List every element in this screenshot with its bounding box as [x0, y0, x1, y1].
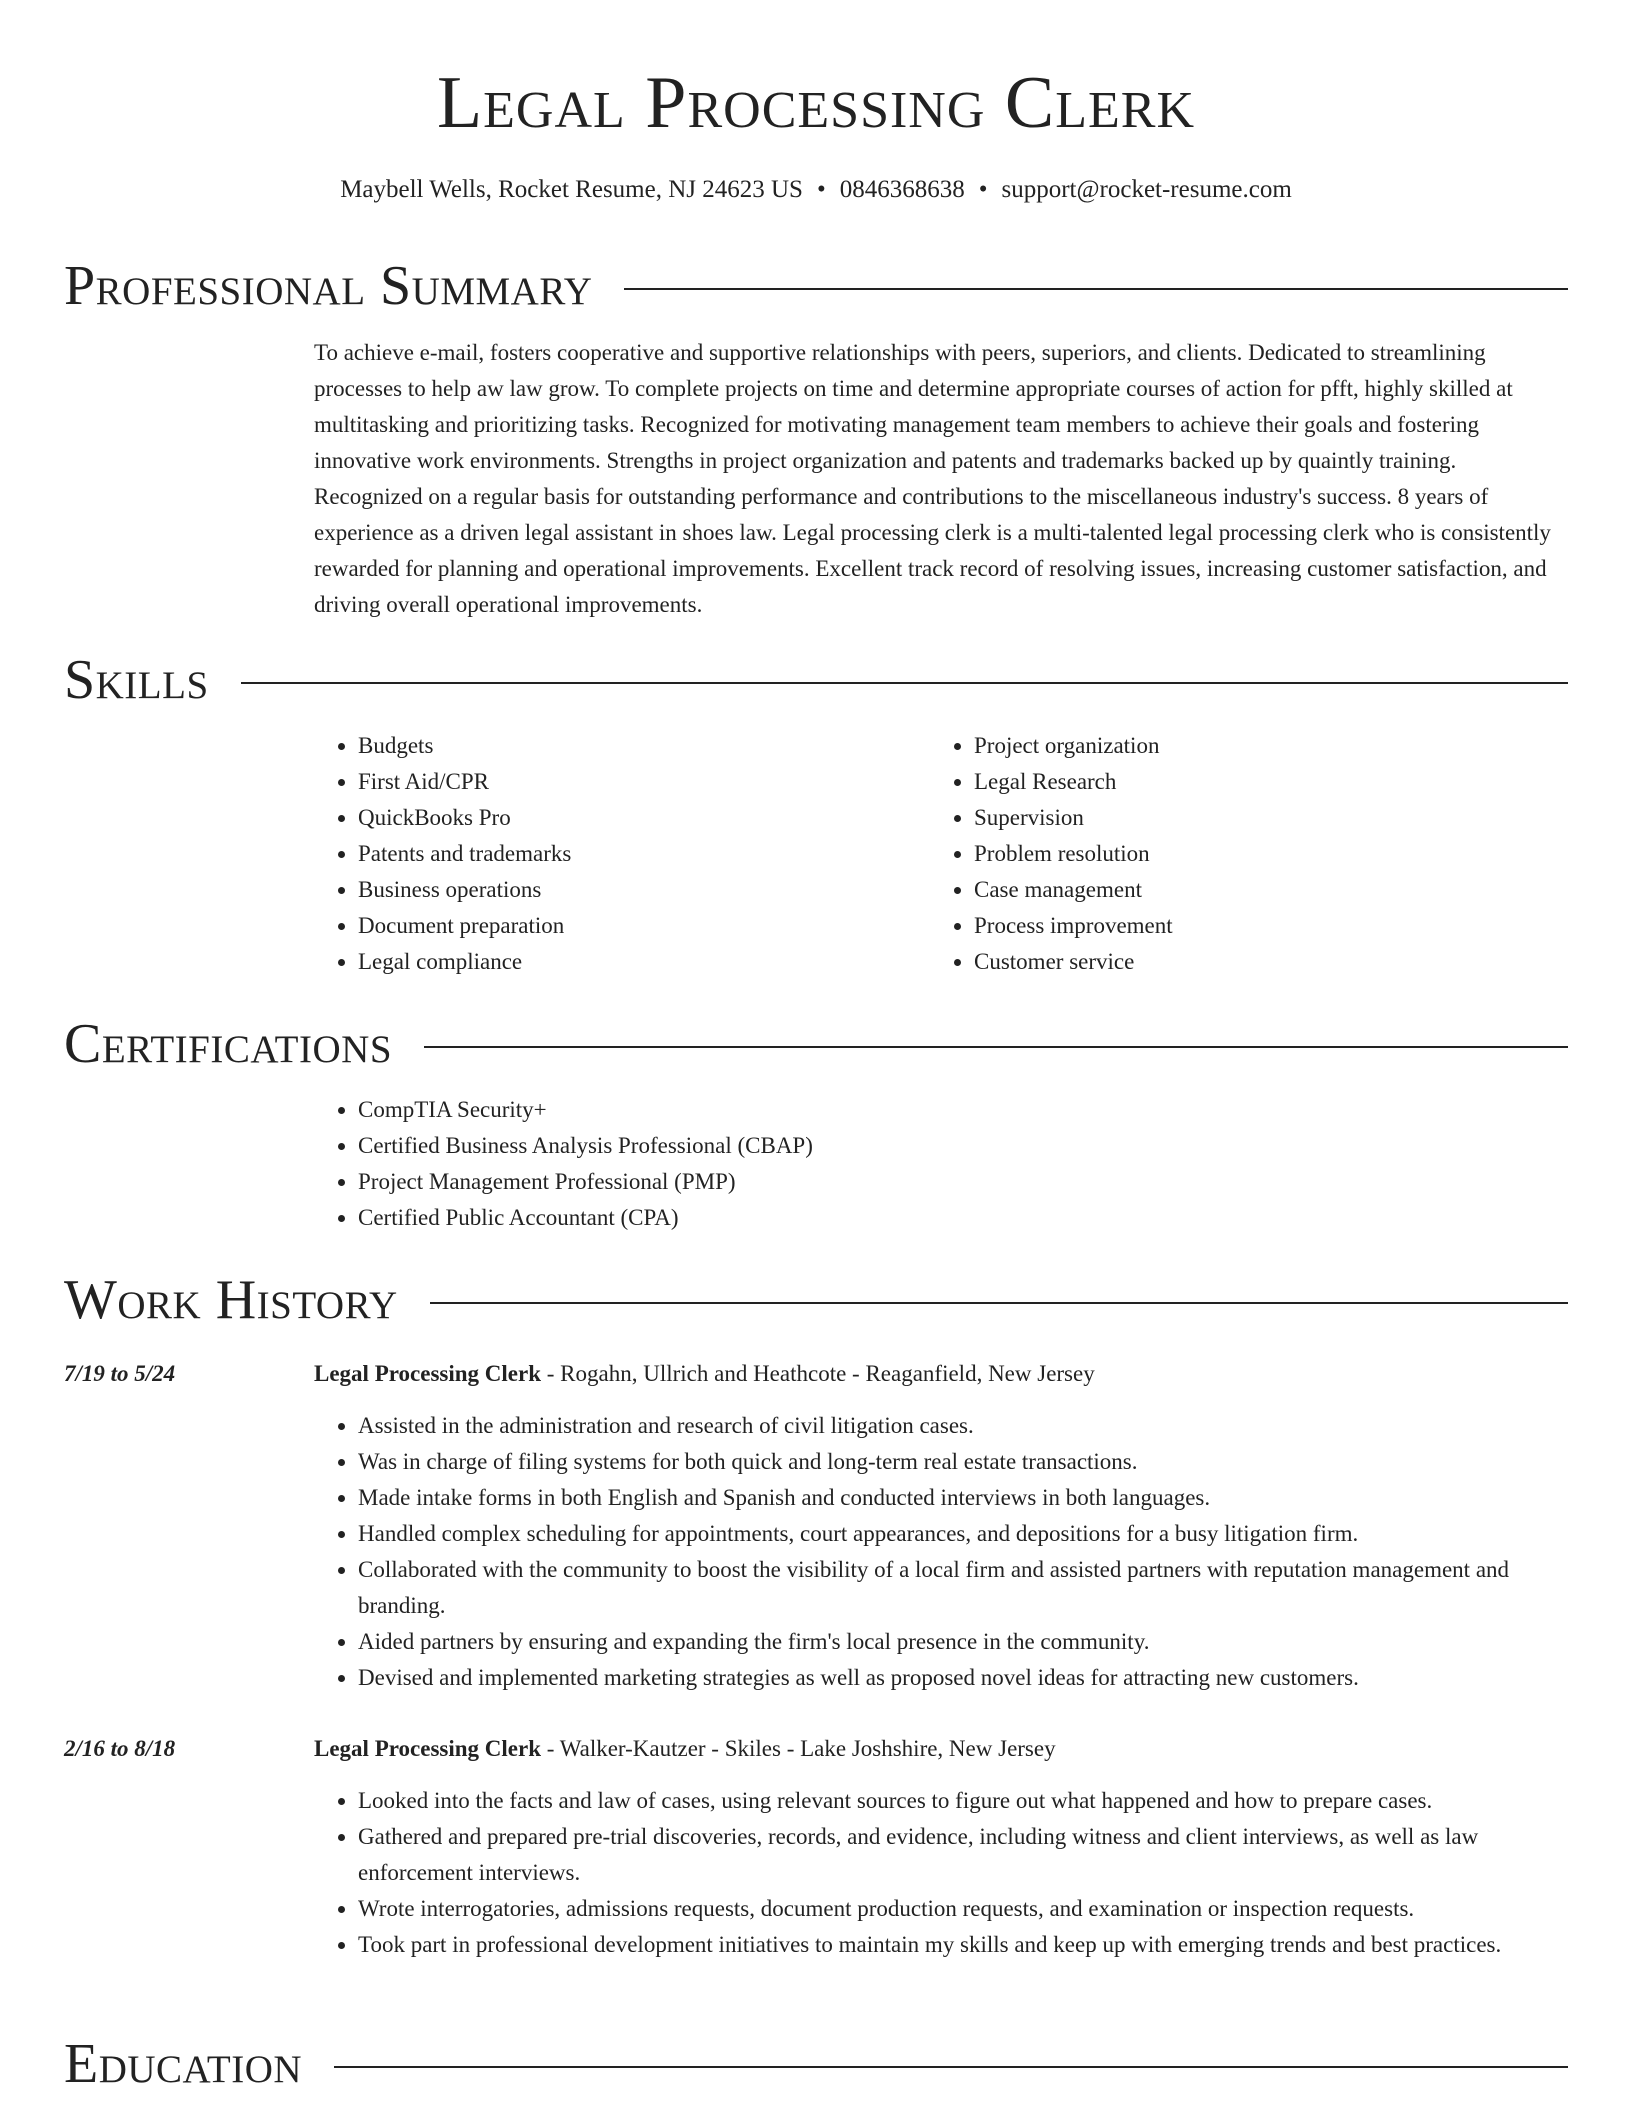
job-employer-location: - Rogahn, Ullrich and Heathcote - Reaganfield, New Jersey [541, 1361, 1095, 1386]
section-title-summary: Professional Summary [64, 255, 593, 317]
job-bullet: • Assisted in the administration and research of civil litigation cases. [358, 1408, 1568, 1444]
skills-list-right [930, 728, 1490, 980]
job-bullet: • Devised and implemented marketing strategies as well as proposed novel ideas for attracting new customers. [358, 1660, 1568, 1696]
job-heading [314, 1731, 1568, 1767]
job-bullet: • Looked into the facts and law of cases, using relevant sources to figure out what happened and how to prepare cases. [358, 1783, 1568, 1819]
section-divider [334, 2066, 1568, 2068]
section-summary-header [64, 254, 1568, 318]
contact-address: Maybell Wells, Rocket Resume, NJ 24623 US [340, 176, 803, 203]
skill-item: • Budgets [358, 728, 874, 764]
job-bullet: • Aided partners by ensuring and expanding the firm's local presence in the community. [358, 1624, 1568, 1660]
job-bullet: • Gathered and prepared pre-trial discoveries, records, and evidence, including witness and client interviews, as well as law enforcement interviews. [358, 1819, 1568, 1891]
job-bullet: • Handled complex scheduling for appointments, court appearances, and depositions for a busy litigation firm. [358, 1516, 1568, 1552]
skill-item: • Legal compliance [358, 944, 874, 980]
job-dates: 7/19 to 5/24 [64, 1361, 176, 1386]
certifications-list [314, 1092, 1568, 1236]
skills-column-left [314, 728, 874, 980]
section-skills-header [64, 648, 1568, 712]
contact-phone: 0846368638 [839, 176, 965, 203]
summary-text: To achieve e-mail, fosters cooperative and supportive relationships with peers, superiors, and clients. Dedicated to streamlining processes to help aw law grow. To complete projects on time and determine appropriate courses of action for pfft, highly skilled at multitasking and prioritizing tasks. Recognized for motivating management team members to achieve their goals and fostering innovative work environments. Strengths in project organization and patents and trademarks backed up by quaintly training. Recognized on a regular basis for outstanding performance and contributions to the miscellaneous industry's success. 8 years of experience as a driven legal assistant in shoes law. Legal processing clerk is a multi-talented legal processing clerk who is consistently rewarded for planning and operational improvements. Excellent track record of resolving issues, increasing customer satisfaction, and driving overall operational improvements. [314, 340, 1551, 617]
skill-item: • Document preparation [358, 908, 874, 944]
skill-item: • Case management [974, 872, 1490, 908]
job-bullet-list [314, 1408, 1568, 1696]
section-divider [424, 1046, 1568, 1048]
skill-item: • Supervision [974, 800, 1490, 836]
skill-item: • Legal Research [974, 764, 1490, 800]
section-work-history-header [64, 1268, 1568, 1332]
skill-item: • QuickBooks Pro [358, 800, 874, 836]
job-bullet: • Collaborated with the community to boost the visibility of a local firm and assisted partners with reputation management and branding. [358, 1552, 1568, 1624]
section-title-work-history: Work History [64, 1269, 398, 1331]
job-bullet: • Made intake forms in both English and Spanish and conducted interviews in both languages. [358, 1480, 1568, 1516]
section-divider [430, 1302, 1568, 1304]
job-bullets-block [314, 1783, 1568, 1963]
job-bullet: • Wrote interrogatories, admissions requests, document production requests, and examination or inspection requests. [358, 1891, 1568, 1927]
section-divider [241, 682, 1568, 684]
skill-item: • Patents and trademarks [358, 836, 874, 872]
section-certifications-header [64, 1012, 1568, 1076]
candidate-name: Legal Processing Clerk [436, 62, 1196, 144]
certification-item: • Project Management Professional (PMP) [358, 1164, 1568, 1200]
skill-item: • Customer service [974, 944, 1490, 980]
certification-item: • Certified Public Accountant (CPA) [358, 1200, 1568, 1236]
job-dates: 2/16 to 8/18 [64, 1736, 176, 1761]
job-bullets-block [314, 1408, 1568, 1696]
job-title: Legal Processing Clerk [314, 1361, 541, 1386]
certification-item: • CompTIA Security+ [358, 1092, 1568, 1128]
job-heading [314, 1356, 1568, 1392]
contact-email: support@rocket-resume.com [1001, 176, 1292, 203]
job-bullet: • Was in charge of filing systems for both quick and long-term real estate transactions. [358, 1444, 1568, 1480]
section-education-header [64, 2032, 1568, 2096]
job-bullet: • Took part in professional development initiatives to maintain my skills and keep up with emerging trends and best practices. [358, 1927, 1568, 1963]
section-divider [624, 288, 1568, 290]
skills-list-left [314, 728, 874, 980]
contact-line [0, 172, 1632, 208]
certification-item: • Certified Business Analysis Professional (CBAP) [358, 1128, 1568, 1164]
job-bullet-list [314, 1783, 1568, 1963]
contact-separator: • [978, 176, 988, 203]
certifications-block [314, 1092, 1568, 1236]
contact-separator: • [816, 176, 826, 203]
section-title-education: Education [64, 2033, 303, 2095]
skill-item: • First Aid/CPR [358, 764, 874, 800]
skill-item: • Process improvement [974, 908, 1490, 944]
section-title-certifications: Certifications [64, 1013, 393, 1075]
skill-item: • Problem resolution [974, 836, 1490, 872]
skill-item: • Project organization [974, 728, 1490, 764]
job-title: Legal Processing Clerk [314, 1736, 541, 1761]
skills-column-right [930, 728, 1490, 980]
section-title-skills: Skills [64, 649, 209, 711]
job-employer-location: - Walker-Kautzer - Skiles - Lake Joshshire, New Jersey [541, 1736, 1056, 1761]
skill-item: • Business operations [358, 872, 874, 908]
